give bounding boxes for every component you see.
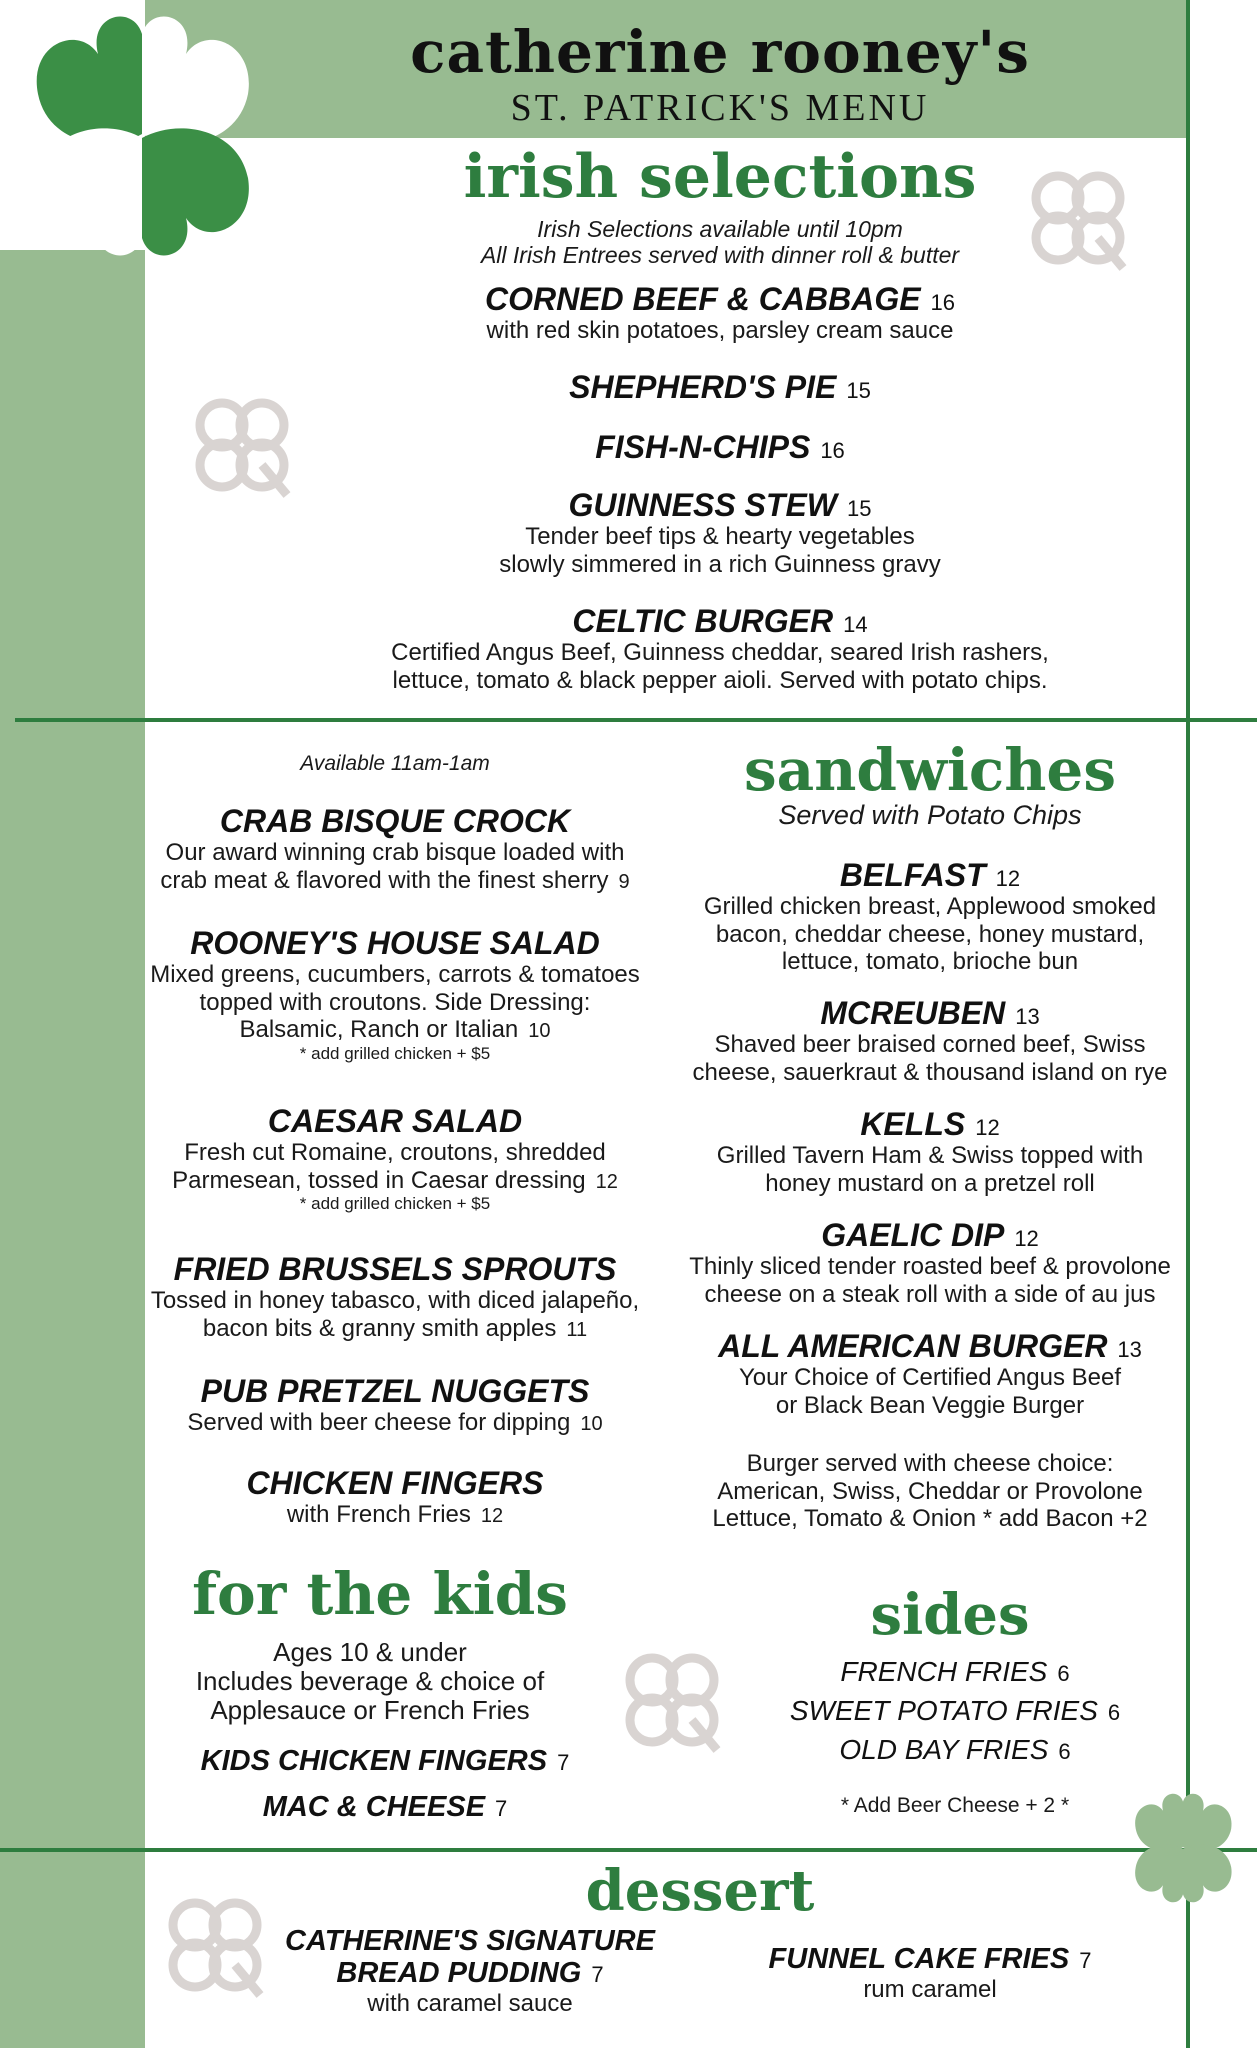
- side-price: 6: [1107, 1700, 1121, 1726]
- restaurant-name: catherine rooney's: [410, 18, 1030, 86]
- dessert-item: [740, 1944, 1120, 2003]
- item-price: 12: [480, 1505, 504, 1528]
- sides-heading: sides: [870, 1582, 1030, 1648]
- item-price: 9: [618, 870, 630, 893]
- item-desc: honey mustard on a pretzel roll: [765, 1169, 1095, 1197]
- item-price: 7: [591, 1961, 604, 1987]
- celtic-knot-icon: [612, 1640, 732, 1760]
- item-price: 16: [930, 290, 956, 315]
- dessert-item: [270, 1926, 670, 2017]
- item-name: CORNED BEEF & CABBAGE: [484, 281, 921, 317]
- irish-item: [260, 282, 1180, 345]
- irish-item: [260, 370, 1180, 405]
- item-price: 11: [566, 1318, 588, 1341]
- item-desc: Served with beer cheese for dipping: [187, 1409, 571, 1437]
- item-name: CHICKEN FINGERS: [246, 1465, 544, 1501]
- section-divider-bottom: [0, 1848, 1257, 1852]
- item-price: 12: [595, 1170, 618, 1193]
- item-desc: Your Choice of Certified Angus Beef: [738, 1364, 1122, 1392]
- kids-note-2: Includes beverage & choice of: [195, 1666, 545, 1697]
- item-price: 15: [846, 496, 872, 521]
- item-desc: Grilled Tavern Ham & Swiss topped with: [716, 1142, 1144, 1170]
- item-desc: rum caramel: [863, 1975, 997, 2003]
- menu-title: ST. PATRICK'S MENU: [510, 87, 930, 129]
- item-name: GUINNESS STEW: [568, 487, 837, 523]
- sides-list: [780, 1652, 1130, 1770]
- item-desc: Fresh cut Romaine, croutons, shredded: [184, 1139, 606, 1167]
- section-divider-top: [15, 718, 1257, 722]
- item-name: KELLS: [860, 1106, 966, 1142]
- item-name: BELFAST: [839, 857, 986, 893]
- item-desc: crab meat & flavored with the finest sherry: [160, 866, 609, 894]
- item-name: CELTIC BURGER: [572, 603, 834, 639]
- item-desc: Parmesean, tossed in Caesar dressing: [172, 1166, 586, 1194]
- item-price: 10: [528, 1020, 551, 1043]
- sandwich-item: [680, 858, 1180, 976]
- availability-note: Available 11am-1am: [300, 752, 490, 775]
- menu-item: [140, 1252, 650, 1342]
- item-price: 7: [495, 1796, 508, 1821]
- item-name: ROONEY'S HOUSE SALAD: [190, 925, 600, 961]
- side-name: SWEET POTATO FRIES: [789, 1695, 1098, 1727]
- sandwich-item: [680, 996, 1180, 1086]
- item-desc: Certified Angus Beef, Guinness cheddar, seared Irish rashers,: [391, 639, 1049, 667]
- left-band: [0, 250, 145, 2048]
- item-price: 12: [975, 1115, 1000, 1140]
- sandwich-item: [680, 1329, 1180, 1419]
- sandwiches-heading: sandwiches: [744, 736, 1116, 804]
- item-name: MAC & CHEESE: [262, 1791, 486, 1823]
- sandwich-item: [680, 1107, 1180, 1197]
- irish-item: [260, 488, 1180, 578]
- item-desc: Our award winning crab bisque loaded with: [165, 839, 625, 867]
- item-desc: with caramel sauce: [367, 1989, 573, 2017]
- item-desc: with red skin potatoes, parsley cream sauce: [486, 317, 954, 345]
- item-price: 12: [995, 866, 1021, 891]
- irish-item: [260, 604, 1180, 694]
- item-name: FRIED BRUSSELS SPROUTS: [173, 1251, 617, 1287]
- item-addon: * add grilled chicken + $5: [299, 1194, 491, 1214]
- item-price: 13: [1117, 1337, 1142, 1362]
- menu-item: [145, 804, 645, 894]
- item-desc: Tender beef tips & hearty vegetables: [525, 523, 915, 551]
- menu-item: [145, 1104, 645, 1214]
- shamrock-icon: [28, 4, 256, 268]
- item-desc: cheese, sauerkraut & thousand island on rye: [692, 1058, 1168, 1086]
- menu-item: [145, 926, 645, 1064]
- item-price: 14: [843, 612, 868, 637]
- item-name: CRAB BISQUE CROCK: [219, 803, 571, 839]
- item-desc: lettuce, tomato & black pepper aioli. Served with potato chips.: [392, 666, 1048, 694]
- sandwiches-subheading: Served with Potato Chips: [778, 800, 1082, 830]
- irish-item: [260, 430, 1180, 465]
- side-name: OLD BAY FRIES: [839, 1734, 1049, 1766]
- sides-note: * Add Beer Cheese + 2 *: [840, 1794, 1070, 1817]
- item-desc: Shaved beer braised corned beef, Swiss: [714, 1031, 1146, 1059]
- item-desc: bacon bits & granny smith apples: [202, 1314, 557, 1342]
- burger-note-1: Burger served with cheese choice:: [746, 1450, 1114, 1477]
- item-name: CAESAR SALAD: [267, 1103, 523, 1139]
- kids-note-3: Applesauce or French Fries: [210, 1695, 530, 1726]
- item-desc: lettuce, tomato, brioche bun: [781, 948, 1079, 976]
- kids-item: [150, 1746, 620, 1778]
- item-desc: bacon, cheddar cheese, honey mustard,: [715, 920, 1145, 948]
- kids-heading: for the kids: [192, 1560, 568, 1628]
- item-desc: with French Fries: [286, 1501, 471, 1529]
- irish-note-2: All Irish Entrees served with dinner roll & butter: [480, 242, 960, 269]
- menu-item: [145, 1466, 645, 1529]
- item-desc: Grilled chicken breast, Applewood smoked: [703, 893, 1157, 921]
- item-desc: slowly simmered in a rich Guinness gravy: [499, 550, 941, 578]
- dessert-heading: dessert: [585, 1858, 815, 1924]
- item-desc: Balsamic, Ranch or Italian: [239, 1016, 519, 1044]
- item-desc: or Black Bean Veggie Burger: [775, 1391, 1085, 1419]
- side-name: FRENCH FRIES: [840, 1656, 1048, 1687]
- item-addon: * add grilled chicken + $5: [299, 1043, 491, 1063]
- kids-notes: [150, 1638, 590, 1725]
- item-price: 12: [1014, 1226, 1039, 1251]
- irish-heading: irish selections: [463, 142, 977, 212]
- sandwich-item: [680, 1218, 1180, 1308]
- kids-note-1: Ages 10 & under: [273, 1637, 467, 1667]
- item-price: 13: [1015, 1004, 1040, 1029]
- side-price: 6: [1058, 1739, 1071, 1765]
- item-price: 7: [1079, 1948, 1092, 1973]
- right-divider: [1186, 0, 1190, 2048]
- item-name: SHEPHERD'S PIE: [569, 369, 837, 405]
- kids-item: [150, 1792, 620, 1824]
- item-name: FUNNEL CAKE FRIES: [768, 1943, 1070, 1975]
- item-name: BREAD PUDDING: [336, 1956, 582, 1989]
- burger-note-2: American, Swiss, Cheddar or Provolone: [717, 1477, 1143, 1505]
- item-name: GAELIC DIP: [821, 1217, 1005, 1253]
- celtic-knot-icon: [155, 1885, 275, 2005]
- shamrock-icon: [1128, 1788, 1238, 1908]
- item-name: PUB PRETZEL NUGGETS: [200, 1373, 590, 1409]
- item-desc: cheese on a steak roll with a side of au jus: [704, 1280, 1156, 1308]
- item-price: 16: [820, 438, 845, 463]
- item-price: 10: [580, 1413, 603, 1436]
- side-price: 6: [1057, 1661, 1070, 1686]
- item-price: 7: [557, 1750, 570, 1775]
- item-desc: Mixed greens, cucumbers, carrots & tomatoes: [150, 961, 640, 989]
- item-name: FISH-N-CHIPS: [595, 429, 811, 465]
- item-name: KIDS CHICKEN FINGERS: [200, 1745, 548, 1777]
- irish-notes: [260, 216, 1180, 269]
- burger-note: [680, 1450, 1180, 1533]
- irish-note-1: Irish Selections available until 10pm: [537, 216, 903, 242]
- item-price: 15: [846, 378, 871, 403]
- menu-item: [145, 1374, 645, 1437]
- item-name: MCREUBEN: [820, 995, 1006, 1031]
- item-desc: topped with croutons. Side Dressing:: [199, 988, 591, 1016]
- item-name: CATHERINE'S SIGNATURE: [285, 1925, 655, 1957]
- item-desc: Thinly sliced tender roasted beef & provolone: [689, 1253, 1171, 1281]
- burger-note-3: Lettuce, Tomato & Onion * add Bacon +2: [712, 1505, 1148, 1533]
- item-desc: Tossed in honey tabasco, with diced jalapeño,: [150, 1287, 640, 1315]
- item-name: ALL AMERICAN BURGER: [718, 1328, 1108, 1364]
